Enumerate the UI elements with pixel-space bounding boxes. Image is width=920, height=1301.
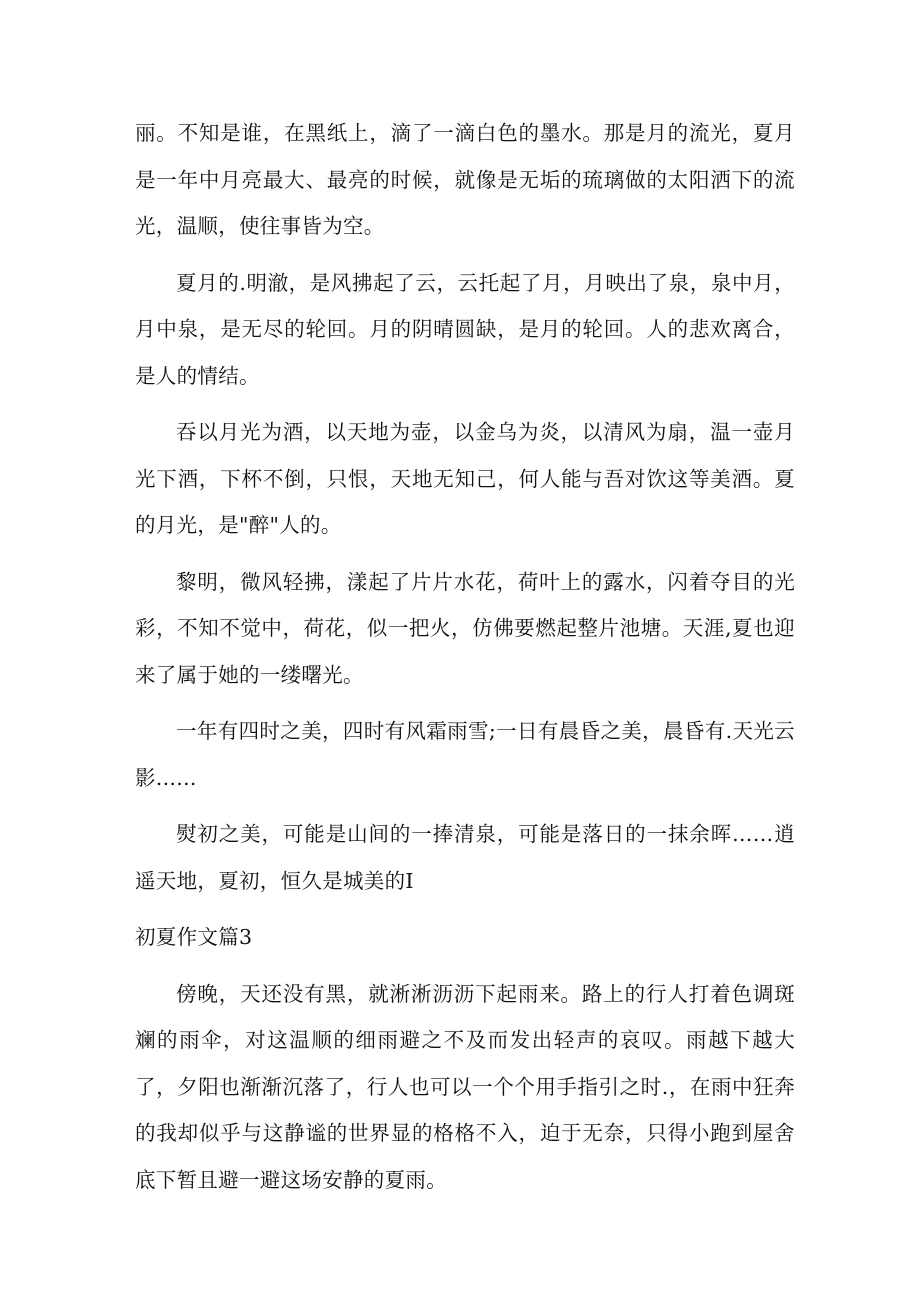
paragraph-7: 傍晚，天还没有黑，就淅淅沥沥下起雨来。路上的行人打着色调斑斓的雨伞，对这温顺的细雨避之不及而发出轻声的哀叹。雨越下越大了，夕阳也渐渐沉落了，行人也可以一个个用手指引之时.，在雨中狂奔的我却似乎与这静谧的世界显的格格不入，迫于无奈，只得小跑到屋舍底下暂且避一避这场安静的夏雨。 xyxy=(135,981,795,1192)
paragraph-2: 夏月的.明澈，是风拂起了云，云托起了月，月映出了泉，泉中月，月中泉，是无尽的轮回。月的阴晴圆缺，是月的轮回。人的悲欢离合，是人的情结。 xyxy=(135,270,795,388)
paragraph-1: 丽。不知是谁，在黑纸上，滴了一滴白色的墨水。那是月的流光，夏月是一年中月亮最大、最亮的时候，就像是无垢的琉璃做的太阳洒下的流光，温顺，使往事皆为空。 xyxy=(135,121,795,238)
paragraph-4: 黎明，微风轻拂，漾起了片片水花，荷叶上的露水，闪着夺目的光彩，不知不觉中，荷花，似一把火，仿佛要燃起整片池塘。天涯,夏也迎来了属于她的一缕曙光。 xyxy=(135,569,795,687)
section-heading: 初夏作文篇3 xyxy=(135,925,253,949)
document-body xyxy=(135,110,795,1213)
paragraph-6: 熨初之美，可能是山间的一捧清泉，可能是落日的一抹余晖……逍遥天地，夏初，恒久是城美的I xyxy=(135,822,795,893)
paragraph-5: 一年有四时之美，四时有风霜雨雪;一日有晨昏之美，晨昏有.天光云影...... xyxy=(135,719,795,790)
paragraph-3: 吞以月光为酒，以天地为壶，以金乌为炎，以清风为扇，温一壶月光下酒，下杯不倒，只恨，天地无知己，何人能与吾对饮这等美酒。夏的月光，是"醉"人的。 xyxy=(135,420,795,537)
